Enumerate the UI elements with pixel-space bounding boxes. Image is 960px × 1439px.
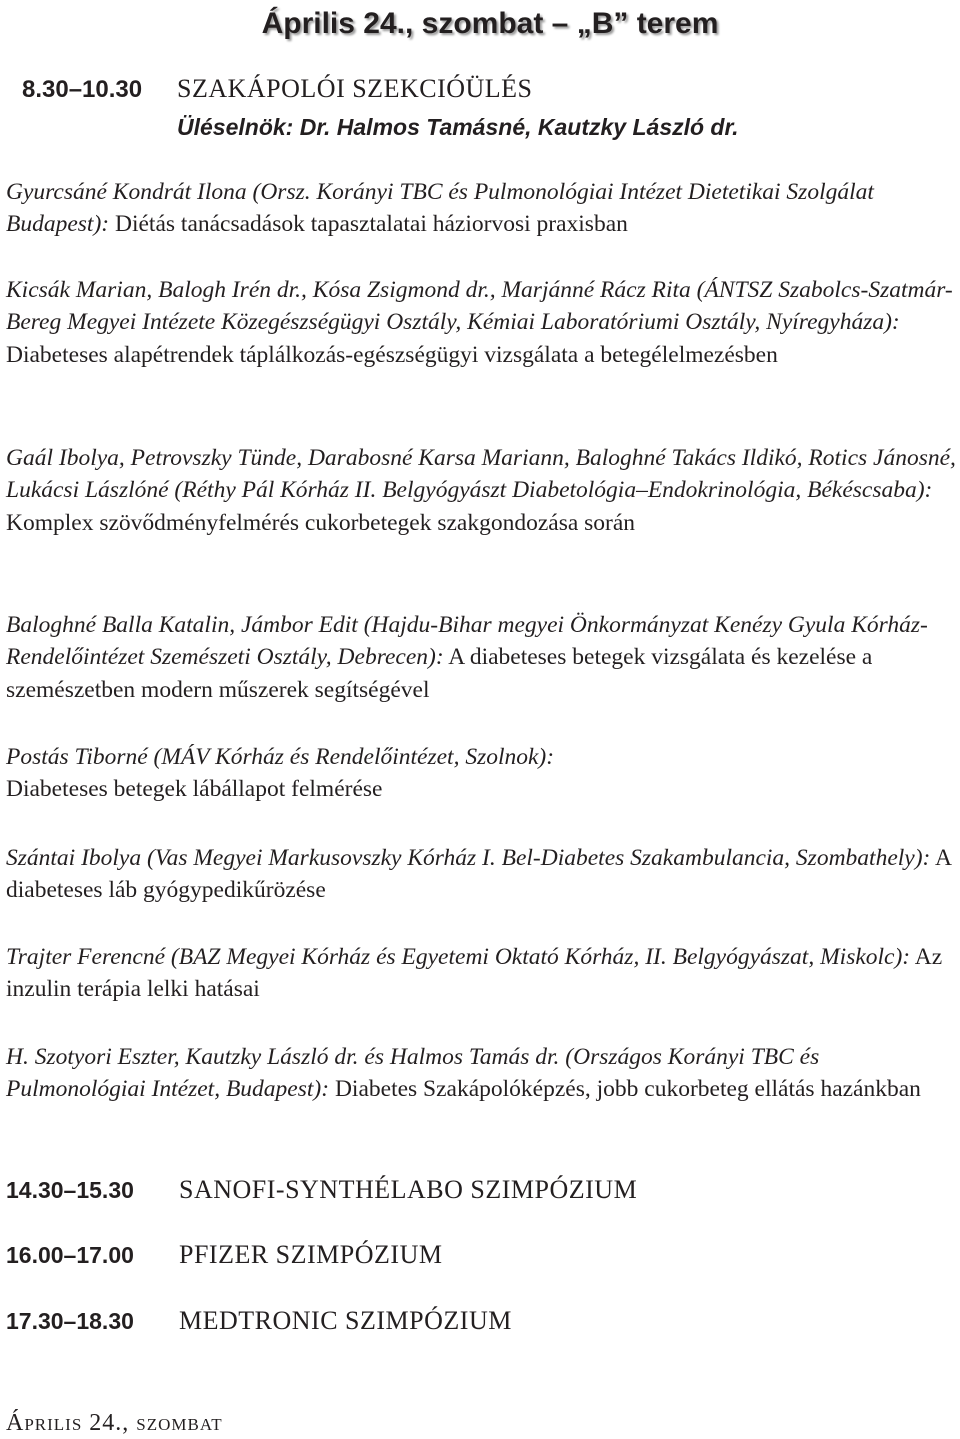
entry-authors: Kicsák Marian, Balogh Irén dr., Kósa Zsigmond dr., Marjánné Rácz Rita (ÁNTSZ Szabolcs-Szatmár-Bereg Megyei Intézete Közegészségügyi Osztály, Kémiai Laboratóriumi Osztály, Nyíregyháza): bbox=[6, 277, 953, 336]
symposium-time: 14.30–15.30 bbox=[6, 1177, 134, 1203]
symposium bbox=[6, 1238, 442, 1272]
entry-authors: Gaál Ibolya, Petrovszky Tünde, Darabosné Karsa Mariann, Baloghné Takács Ildikó, Rotics Jánosné, Lukácsi Lászlóné (Réthy Pál Kórház II. Belgyógyászt Diabetológia–Endokrinológia, Békéscsaba): bbox=[6, 445, 956, 504]
program-entry bbox=[6, 1041, 958, 1106]
session-heading bbox=[22, 72, 533, 107]
symposium-name: PFIZER SZIMPÓZIUM bbox=[179, 1240, 443, 1269]
symposium-name: MEDTRONIC SZIMPÓZIUM bbox=[179, 1306, 512, 1335]
program-entry bbox=[6, 442, 958, 539]
entry-authors: H. Szotyori Eszter, Kautzky László dr. és Halmos Tamás dr. (Országos Korányi TBC és Pulmonológiai Intézet, Budapest): bbox=[6, 1044, 820, 1103]
entry-authors: Trajter Ferencné (BAZ Megyei Kórház és Egyetemi Oktató Kórház, II. Belgyógyászat, Miskolc): bbox=[6, 944, 911, 970]
entry-authors: Postás Tiborné (MÁV Kórház és Rendelőintézet, Szolnok): bbox=[6, 744, 555, 770]
entry-title: A diabeteses láb gyógypedikűrözése bbox=[6, 845, 951, 904]
entry-authors: Gyurcsáné Kondrát Ilona (Orsz. Korányi TBC és Pulmonológiai Intézet Dietetikai Szolgálat Budapest): bbox=[6, 179, 874, 238]
entry-title: Diabeteses alapétrendek táplálkozás-egészségügyi vizsgálata a betegélelmezésben bbox=[6, 341, 778, 368]
entry-title: Komplex szövődményfelmérés cukorbetegek szakgondozása során bbox=[6, 509, 636, 536]
entry-title: Diétás tanácsadások tapasztalatai háziorvosi praxisban bbox=[115, 211, 628, 238]
session-name: SZAKÁPOLÓI SZEKCIÓÜLÉS bbox=[177, 74, 533, 103]
program-entry bbox=[6, 609, 958, 706]
symposium-time: 16.00–17.00 bbox=[6, 1242, 134, 1268]
symposium bbox=[6, 1173, 637, 1207]
program-entry bbox=[6, 176, 958, 241]
entry-title: Diabetes Szakápolóképzés, jobb cukorbeteg ellátás hazánkban bbox=[334, 1076, 921, 1103]
program-entry bbox=[6, 941, 958, 1006]
page-title: Április 24., szombat – „B” terem bbox=[261, 7, 719, 40]
entry-authors: Szántai Ibolya (Vas Megyei Markusovszky Kórház I. Bel-Diabetes Szakambulancia, Szombathely): bbox=[6, 845, 931, 871]
session-chair: Üléselnök: Dr. Halmos Tamásné, Kautzky László dr. bbox=[177, 114, 739, 140]
symposium bbox=[6, 1304, 512, 1338]
symposium-name: SANOFI-SYNTHÉLABO SZIMPÓZIUM bbox=[179, 1175, 638, 1204]
program-entry bbox=[6, 274, 958, 371]
entry-title: Diabeteses betegek lábállapot felmérése bbox=[6, 776, 383, 803]
session-time: 8.30–10.30 bbox=[22, 76, 143, 103]
entry-authors: Baloghné Balla Katalin, Jámbor Edit (Hajdu-Bihar megyei Önkormányzat Kenézy Gyula Kórház- Rendelőintézet Szemészeti Osztály, Debrecen): bbox=[6, 612, 928, 671]
page-footer: Április 24., szombat bbox=[6, 1410, 223, 1436]
symposium-time: 17.30–18.30 bbox=[6, 1308, 134, 1334]
entry-title: A diabeteses betegek vizsgálata és kezelése a szemészetben modern műszerek segítségével bbox=[6, 644, 873, 703]
entry-title: Az inzulin terápia lelki hatásai bbox=[6, 944, 943, 1003]
program-entry bbox=[6, 741, 958, 806]
program-entry bbox=[6, 842, 958, 907]
